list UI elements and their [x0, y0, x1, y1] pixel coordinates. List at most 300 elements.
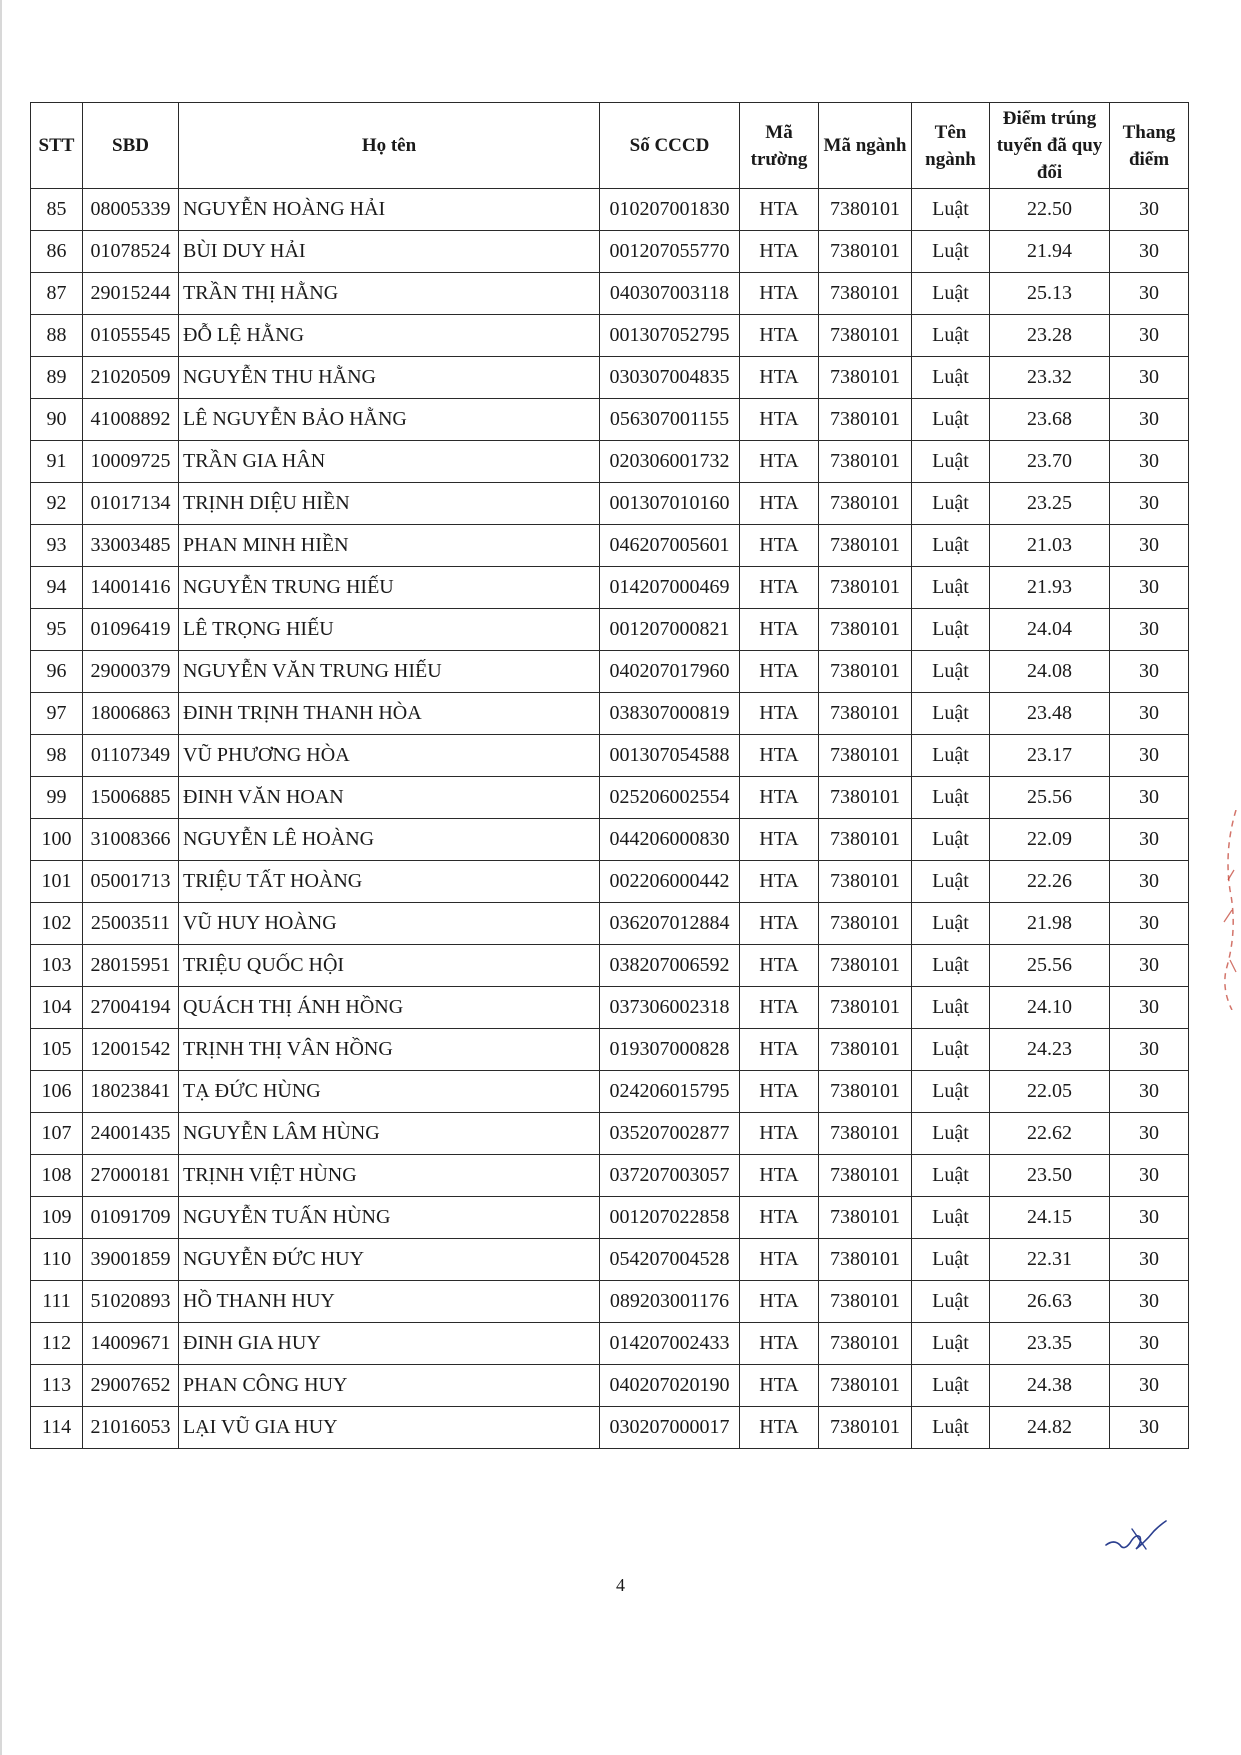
cell-ma-truong: HTA [740, 1365, 819, 1407]
cell-ma-truong: HTA [740, 1197, 819, 1239]
cell-stt: 91 [31, 441, 83, 483]
cell-ma-nganh: 7380101 [819, 1197, 912, 1239]
cell-sbd: 10009725 [83, 441, 179, 483]
cell-cccd: 037306002318 [600, 987, 740, 1029]
cell-ma-nganh: 7380101 [819, 273, 912, 315]
cell-stt: 113 [31, 1365, 83, 1407]
cell-ma-truong: HTA [740, 483, 819, 525]
cell-stt: 111 [31, 1281, 83, 1323]
cell-ma-truong: HTA [740, 399, 819, 441]
cell-thang-diem: 30 [1110, 315, 1189, 357]
cell-ho-ten: TẠ ĐỨC HÙNG [179, 1071, 600, 1113]
cell-sbd: 39001859 [83, 1239, 179, 1281]
cell-ma-nganh: 7380101 [819, 315, 912, 357]
cell-ten-nganh: Luật [912, 1407, 990, 1449]
table-row [31, 273, 1189, 315]
table-row [31, 441, 1189, 483]
cell-cccd: 020306001732 [600, 441, 740, 483]
cell-stt: 93 [31, 525, 83, 567]
cell-ho-ten: ĐINH VĂN HOAN [179, 777, 600, 819]
cell-ma-truong: HTA [740, 357, 819, 399]
cell-diem: 23.17 [990, 735, 1110, 777]
cell-thang-diem: 30 [1110, 399, 1189, 441]
table-row [31, 315, 1189, 357]
cell-stt: 108 [31, 1155, 83, 1197]
cell-ho-ten: TRẦN THỊ HẰNG [179, 273, 600, 315]
cell-cccd: 040207020190 [600, 1365, 740, 1407]
cell-ho-ten: PHAN CÔNG HUY [179, 1365, 600, 1407]
cell-ten-nganh: Luật [912, 819, 990, 861]
cell-cccd: 038307000819 [600, 693, 740, 735]
cell-ten-nganh: Luật [912, 1365, 990, 1407]
cell-diem: 22.05 [990, 1071, 1110, 1113]
cell-cccd: 025206002554 [600, 777, 740, 819]
cell-thang-diem: 30 [1110, 357, 1189, 399]
cell-stt: 99 [31, 777, 83, 819]
table-row [31, 1029, 1189, 1071]
cell-ma-nganh: 7380101 [819, 1323, 912, 1365]
cell-diem: 25.56 [990, 945, 1110, 987]
cell-diem: 21.98 [990, 903, 1110, 945]
cell-ten-nganh: Luật [912, 651, 990, 693]
cell-diem: 21.94 [990, 231, 1110, 273]
cell-sbd: 51020893 [83, 1281, 179, 1323]
cell-ho-ten: NGUYỄN LÂM HÙNG [179, 1113, 600, 1155]
cell-ma-truong: HTA [740, 441, 819, 483]
cell-stt: 109 [31, 1197, 83, 1239]
seal-fragment [1218, 810, 1240, 1015]
table-row [31, 357, 1189, 399]
cell-diem: 21.93 [990, 567, 1110, 609]
cell-ten-nganh: Luật [912, 1071, 990, 1113]
cell-ho-ten: LÊ NGUYỄN BẢO HẰNG [179, 399, 600, 441]
cell-diem: 23.35 [990, 1323, 1110, 1365]
cell-ho-ten: NGUYỄN HOÀNG HẢI [179, 189, 600, 231]
cell-cccd: 040207017960 [600, 651, 740, 693]
cell-ho-ten: TRIỆU QUỐC HỘI [179, 945, 600, 987]
cell-ten-nganh: Luật [912, 987, 990, 1029]
cell-stt: 85 [31, 189, 83, 231]
cell-cccd: 024206015795 [600, 1071, 740, 1113]
cell-ma-nganh: 7380101 [819, 1071, 912, 1113]
cell-stt: 106 [31, 1071, 83, 1113]
cell-ma-truong: HTA [740, 1281, 819, 1323]
cell-diem: 24.23 [990, 1029, 1110, 1071]
cell-sbd: 29007652 [83, 1365, 179, 1407]
table-row [31, 1281, 1189, 1323]
cell-thang-diem: 30 [1110, 525, 1189, 567]
table-row [31, 1365, 1189, 1407]
cell-stt: 102 [31, 903, 83, 945]
cell-ma-truong: HTA [740, 1407, 819, 1449]
cell-sbd: 01017134 [83, 483, 179, 525]
cell-ten-nganh: Luật [912, 1155, 990, 1197]
cell-ten-nganh: Luật [912, 903, 990, 945]
cell-thang-diem: 30 [1110, 1239, 1189, 1281]
cell-diem: 24.04 [990, 609, 1110, 651]
cell-cccd: 014207002433 [600, 1323, 740, 1365]
cell-diem: 23.25 [990, 483, 1110, 525]
cell-sbd: 12001542 [83, 1029, 179, 1071]
table-row [31, 1071, 1189, 1113]
cell-ma-truong: HTA [740, 861, 819, 903]
cell-cccd: 030307004835 [600, 357, 740, 399]
cell-ma-truong: HTA [740, 1155, 819, 1197]
cell-cccd: 019307000828 [600, 1029, 740, 1071]
cell-diem: 25.56 [990, 777, 1110, 819]
cell-ten-nganh: Luật [912, 567, 990, 609]
cell-ho-ten: LẠI VŨ GIA HUY [179, 1407, 600, 1449]
cell-thang-diem: 30 [1110, 1155, 1189, 1197]
cell-ho-ten: NGUYỄN TUẤN HÙNG [179, 1197, 600, 1239]
cell-cccd: 089203001176 [600, 1281, 740, 1323]
table-row [31, 483, 1189, 525]
cell-ten-nganh: Luật [912, 189, 990, 231]
cell-cccd: 001307010160 [600, 483, 740, 525]
cell-stt: 94 [31, 567, 83, 609]
cell-diem: 23.48 [990, 693, 1110, 735]
cell-diem: 25.13 [990, 273, 1110, 315]
table-row [31, 1323, 1189, 1365]
cell-sbd: 24001435 [83, 1113, 179, 1155]
cell-cccd: 056307001155 [600, 399, 740, 441]
cell-stt: 97 [31, 693, 83, 735]
cell-ma-nganh: 7380101 [819, 1239, 912, 1281]
table-row [31, 1197, 1189, 1239]
cell-thang-diem: 30 [1110, 273, 1189, 315]
cell-sbd: 25003511 [83, 903, 179, 945]
cell-sbd: 01096419 [83, 609, 179, 651]
cell-diem: 23.68 [990, 399, 1110, 441]
cell-cccd: 030207000017 [600, 1407, 740, 1449]
cell-sbd: 27004194 [83, 987, 179, 1029]
cell-stt: 89 [31, 357, 83, 399]
header-ho-ten: Họ tên [179, 103, 600, 189]
cell-cccd: 035207002877 [600, 1113, 740, 1155]
cell-ho-ten: ĐINH GIA HUY [179, 1323, 600, 1365]
cell-diem: 21.03 [990, 525, 1110, 567]
table-row [31, 777, 1189, 819]
cell-diem: 23.70 [990, 441, 1110, 483]
cell-ten-nganh: Luật [912, 231, 990, 273]
cell-thang-diem: 30 [1110, 1323, 1189, 1365]
cell-sbd: 01107349 [83, 735, 179, 777]
cell-stt: 92 [31, 483, 83, 525]
cell-ma-nganh: 7380101 [819, 525, 912, 567]
cell-diem: 24.38 [990, 1365, 1110, 1407]
cell-thang-diem: 30 [1110, 693, 1189, 735]
cell-ma-nganh: 7380101 [819, 357, 912, 399]
cell-diem: 22.09 [990, 819, 1110, 861]
cell-sbd: 41008892 [83, 399, 179, 441]
cell-thang-diem: 30 [1110, 987, 1189, 1029]
cell-ten-nganh: Luật [912, 357, 990, 399]
cell-thang-diem: 30 [1110, 819, 1189, 861]
table-row [31, 903, 1189, 945]
cell-ma-nganh: 7380101 [819, 609, 912, 651]
cell-stt: 88 [31, 315, 83, 357]
cell-diem: 22.50 [990, 189, 1110, 231]
cell-ten-nganh: Luật [912, 1281, 990, 1323]
cell-cccd: 001207022858 [600, 1197, 740, 1239]
cell-ten-nganh: Luật [912, 483, 990, 525]
cell-ma-nganh: 7380101 [819, 189, 912, 231]
cell-ma-truong: HTA [740, 651, 819, 693]
cell-stt: 95 [31, 609, 83, 651]
cell-cccd: 038207006592 [600, 945, 740, 987]
cell-ma-truong: HTA [740, 1113, 819, 1155]
cell-thang-diem: 30 [1110, 483, 1189, 525]
cell-cccd: 054207004528 [600, 1239, 740, 1281]
cell-thang-diem: 30 [1110, 945, 1189, 987]
table-row [31, 735, 1189, 777]
cell-stt: 114 [31, 1407, 83, 1449]
header-ma-nganh: Mã ngành [819, 103, 912, 189]
cell-sbd: 31008366 [83, 819, 179, 861]
cell-thang-diem: 30 [1110, 735, 1189, 777]
header-ma-truong: Mã trường [740, 103, 819, 189]
cell-ten-nganh: Luật [912, 1239, 990, 1281]
cell-sbd: 15006885 [83, 777, 179, 819]
cell-ma-nganh: 7380101 [819, 1407, 912, 1449]
cell-stt: 90 [31, 399, 83, 441]
cell-thang-diem: 30 [1110, 1281, 1189, 1323]
table-row [31, 693, 1189, 735]
cell-ho-ten: TRỊNH VIỆT HÙNG [179, 1155, 600, 1197]
cell-sbd: 29000379 [83, 651, 179, 693]
cell-ho-ten: ĐINH TRỊNH THANH HÒA [179, 693, 600, 735]
cell-ho-ten: NGUYỄN VĂN TRUNG HIẾU [179, 651, 600, 693]
cell-ho-ten: VŨ PHƯƠNG HÒA [179, 735, 600, 777]
cell-ma-truong: HTA [740, 735, 819, 777]
cell-ma-nganh: 7380101 [819, 1281, 912, 1323]
cell-ma-truong: HTA [740, 1029, 819, 1071]
cell-diem: 26.63 [990, 1281, 1110, 1323]
cell-ma-nganh: 7380101 [819, 903, 912, 945]
cell-ho-ten: ĐỖ LỆ HẰNG [179, 315, 600, 357]
cell-sbd: 01055545 [83, 315, 179, 357]
cell-thang-diem: 30 [1110, 609, 1189, 651]
cell-ma-nganh: 7380101 [819, 777, 912, 819]
cell-ma-nganh: 7380101 [819, 1029, 912, 1071]
cell-ho-ten: VŨ HUY HOÀNG [179, 903, 600, 945]
table-row [31, 189, 1189, 231]
cell-ho-ten: BÙI DUY HẢI [179, 231, 600, 273]
cell-thang-diem: 30 [1110, 861, 1189, 903]
cell-cccd: 001207055770 [600, 231, 740, 273]
cell-thang-diem: 30 [1110, 777, 1189, 819]
cell-thang-diem: 30 [1110, 651, 1189, 693]
cell-ma-nganh: 7380101 [819, 735, 912, 777]
cell-cccd: 040307003118 [600, 273, 740, 315]
cell-ma-truong: HTA [740, 945, 819, 987]
cell-ma-truong: HTA [740, 819, 819, 861]
cell-ma-truong: HTA [740, 693, 819, 735]
cell-ma-nganh: 7380101 [819, 1365, 912, 1407]
cell-ma-nganh: 7380101 [819, 399, 912, 441]
cell-ma-nganh: 7380101 [819, 651, 912, 693]
header-diem: Điểm trúng tuyển đã quy đổi [990, 103, 1110, 189]
cell-diem: 22.62 [990, 1113, 1110, 1155]
table-row [31, 567, 1189, 609]
table-header-row [31, 103, 1189, 189]
header-cccd: Số CCCD [600, 103, 740, 189]
cell-cccd: 010207001830 [600, 189, 740, 231]
cell-ten-nganh: Luật [912, 861, 990, 903]
cell-stt: 105 [31, 1029, 83, 1071]
cell-ma-nganh: 7380101 [819, 861, 912, 903]
cell-ma-truong: HTA [740, 1323, 819, 1365]
table-row [31, 1239, 1189, 1281]
cell-ma-nganh: 7380101 [819, 567, 912, 609]
cell-ten-nganh: Luật [912, 399, 990, 441]
cell-ma-truong: HTA [740, 903, 819, 945]
cell-sbd: 14001416 [83, 567, 179, 609]
cell-ma-nganh: 7380101 [819, 945, 912, 987]
cell-ten-nganh: Luật [912, 1197, 990, 1239]
cell-diem: 23.50 [990, 1155, 1110, 1197]
cell-sbd: 33003485 [83, 525, 179, 567]
table-row [31, 651, 1189, 693]
cell-stt: 101 [31, 861, 83, 903]
cell-diem: 24.08 [990, 651, 1110, 693]
cell-sbd: 27000181 [83, 1155, 179, 1197]
cell-thang-diem: 30 [1110, 903, 1189, 945]
cell-ten-nganh: Luật [912, 693, 990, 735]
cell-diem: 23.32 [990, 357, 1110, 399]
cell-diem: 24.15 [990, 1197, 1110, 1239]
cell-ma-nganh: 7380101 [819, 819, 912, 861]
cell-diem: 22.31 [990, 1239, 1110, 1281]
cell-sbd: 21016053 [83, 1407, 179, 1449]
cell-thang-diem: 30 [1110, 231, 1189, 273]
table-body [31, 189, 1189, 1449]
table-row [31, 861, 1189, 903]
cell-cccd: 001207000821 [600, 609, 740, 651]
cell-ten-nganh: Luật [912, 777, 990, 819]
cell-stt: 86 [31, 231, 83, 273]
cell-sbd: 18006863 [83, 693, 179, 735]
cell-ma-truong: HTA [740, 231, 819, 273]
cell-sbd: 18023841 [83, 1071, 179, 1113]
cell-thang-diem: 30 [1110, 1029, 1189, 1071]
cell-stt: 104 [31, 987, 83, 1029]
cell-diem: 22.26 [990, 861, 1110, 903]
cell-ho-ten: NGUYỄN TRUNG HIẾU [179, 567, 600, 609]
cell-thang-diem: 30 [1110, 1407, 1189, 1449]
admission-results-table [30, 102, 1189, 1449]
cell-ho-ten: NGUYỄN LÊ HOÀNG [179, 819, 600, 861]
cell-ma-truong: HTA [740, 777, 819, 819]
cell-ma-truong: HTA [740, 987, 819, 1029]
cell-ho-ten: TRỊNH THỊ VÂN HỒNG [179, 1029, 600, 1071]
cell-cccd: 014207000469 [600, 567, 740, 609]
cell-thang-diem: 30 [1110, 1071, 1189, 1113]
cell-ten-nganh: Luật [912, 273, 990, 315]
cell-ma-truong: HTA [740, 1071, 819, 1113]
cell-ten-nganh: Luật [912, 441, 990, 483]
header-ten-nganh: Tên ngành [912, 103, 990, 189]
cell-diem: 23.28 [990, 315, 1110, 357]
cell-stt: 103 [31, 945, 83, 987]
cell-thang-diem: 30 [1110, 189, 1189, 231]
cell-ho-ten: PHAN MINH HIỀN [179, 525, 600, 567]
cell-ten-nganh: Luật [912, 945, 990, 987]
cell-thang-diem: 30 [1110, 1197, 1189, 1239]
cell-cccd: 037207003057 [600, 1155, 740, 1197]
cell-ho-ten: TRẦN GIA HÂN [179, 441, 600, 483]
cell-ho-ten: QUÁCH THỊ ÁNH HỒNG [179, 987, 600, 1029]
cell-stt: 110 [31, 1239, 83, 1281]
cell-ma-truong: HTA [740, 189, 819, 231]
cell-sbd: 14009671 [83, 1323, 179, 1365]
table-row [31, 819, 1189, 861]
cell-thang-diem: 30 [1110, 567, 1189, 609]
cell-ma-nganh: 7380101 [819, 1155, 912, 1197]
table-row [31, 945, 1189, 987]
cell-diem: 24.10 [990, 987, 1110, 1029]
cell-ho-ten: TRỊNH DIỆU HIỀN [179, 483, 600, 525]
cell-diem: 24.82 [990, 1407, 1110, 1449]
cell-cccd: 036207012884 [600, 903, 740, 945]
cell-stt: 98 [31, 735, 83, 777]
cell-cccd: 046207005601 [600, 525, 740, 567]
cell-cccd: 001307052795 [600, 315, 740, 357]
cell-ma-truong: HTA [740, 567, 819, 609]
signature-mark [1102, 1515, 1172, 1564]
header-thang-diem: Thang điểm [1110, 103, 1189, 189]
cell-ho-ten: LÊ TRỌNG HIẾU [179, 609, 600, 651]
page-number: 4 [616, 1575, 625, 1595]
cell-ho-ten: NGUYỄN THU HẰNG [179, 357, 600, 399]
page-edge [0, 0, 2, 1755]
cell-stt: 96 [31, 651, 83, 693]
table-row [31, 987, 1189, 1029]
cell-thang-diem: 30 [1110, 1365, 1189, 1407]
cell-ten-nganh: Luật [912, 525, 990, 567]
cell-ho-ten: NGUYỄN ĐỨC HUY [179, 1239, 600, 1281]
cell-sbd: 05001713 [83, 861, 179, 903]
header-stt: STT [31, 103, 83, 189]
cell-ho-ten: TRIỆU TẤT HOÀNG [179, 861, 600, 903]
cell-cccd: 002206000442 [600, 861, 740, 903]
cell-thang-diem: 30 [1110, 1113, 1189, 1155]
header-sbd: SBD [83, 103, 179, 189]
cell-ma-nganh: 7380101 [819, 1113, 912, 1155]
table-row [31, 1407, 1189, 1449]
cell-ho-ten: HỒ THANH HUY [179, 1281, 600, 1323]
cell-ten-nganh: Luật [912, 1323, 990, 1365]
cell-sbd: 08005339 [83, 189, 179, 231]
cell-sbd: 01091709 [83, 1197, 179, 1239]
cell-ten-nganh: Luật [912, 1113, 990, 1155]
table-row [31, 1155, 1189, 1197]
cell-stt: 87 [31, 273, 83, 315]
cell-cccd: 001307054588 [600, 735, 740, 777]
cell-cccd: 044206000830 [600, 819, 740, 861]
cell-ma-truong: HTA [740, 315, 819, 357]
table-row [31, 399, 1189, 441]
cell-sbd: 29015244 [83, 273, 179, 315]
table-row [31, 525, 1189, 567]
table-row [31, 231, 1189, 273]
cell-ten-nganh: Luật [912, 315, 990, 357]
cell-ma-nganh: 7380101 [819, 483, 912, 525]
cell-stt: 107 [31, 1113, 83, 1155]
cell-ma-truong: HTA [740, 273, 819, 315]
cell-ten-nganh: Luật [912, 1029, 990, 1071]
cell-ma-truong: HTA [740, 609, 819, 651]
